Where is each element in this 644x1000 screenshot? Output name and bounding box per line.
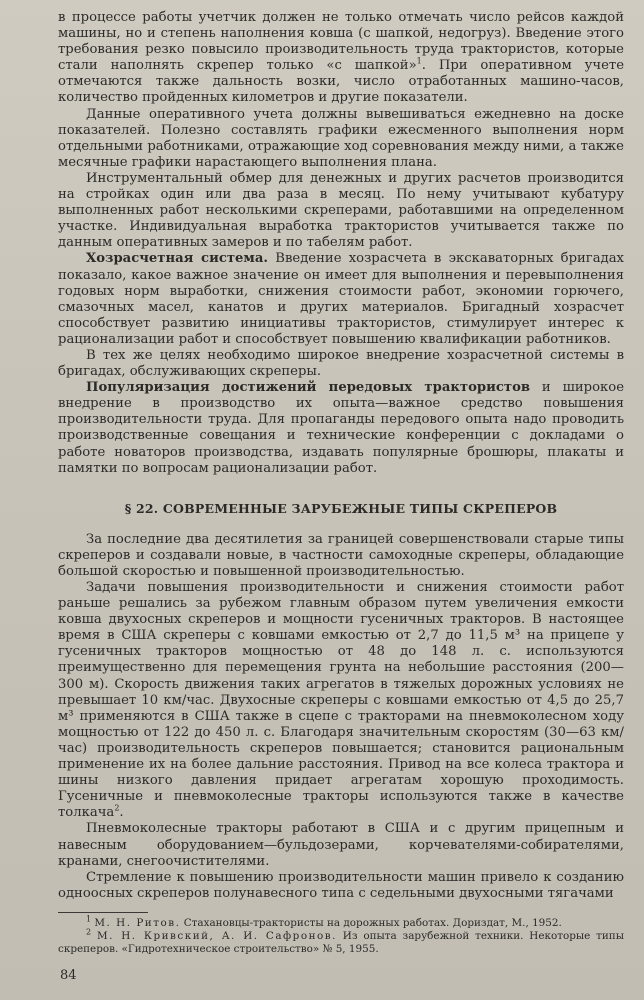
paragraph-text: . bbox=[119, 805, 124, 821]
footnote-mark: 2 bbox=[86, 927, 92, 937]
footnote bbox=[58, 914, 624, 930]
paragraph-text: Введение хозрасчета в экскаваторных бригадах показало, какое важное значение он имеет для выполнения и перевыполнения годовых норм выработки, снижения стоимости работ, экономии горючего, смазочных масел, канатов и других материалов. Бригадный хозрасчет способствует развитию инициативы трактористов, стимулирует интерес к рационализации работ и способствует повышению квалификации работников. bbox=[58, 251, 624, 347]
section-heading: § 22. СОВРЕМЕННЫЕ ЗАРУБЕЖНЫЕ ТИПЫ СКРЕПЕРОВ bbox=[124, 500, 558, 516]
paragraph bbox=[58, 251, 624, 348]
footnote-author: М. Н. Ритов. bbox=[94, 916, 181, 929]
paragraph-text: . При оперативном учете отмечаются также дальность возки, число отработанных машино-часов, количество пройденных километров и другие показатели. bbox=[58, 58, 624, 106]
footnote-ref: 2 bbox=[114, 803, 120, 813]
footnote-divider bbox=[58, 912, 148, 913]
footnote-text: Стахановцы-трактористы на дорожных работах. Дориздат, М., 1952. bbox=[180, 916, 562, 929]
footnote-mark: 1 bbox=[86, 914, 92, 924]
paragraph: Данные оперативного учета должны вывешиваться ежедневно на доске показателей. Полезно составлять графики ежесменного выполнения норм отдельными работниками, отражающие ход соревнования между ними, а также месячные графики нарастающего выполнения плана. bbox=[58, 106, 624, 170]
paragraph: Стремление к повышению производительности машин привело к созданию одноосных скреперов полунавесного типа с седельными двухосными тягачами bbox=[58, 869, 624, 901]
paragraph-text: в процессе работы учетчик должен не только отмечать число рейсов каждой машины, но и степень наполнения ковша (с шапкой, недогруз). Введение этого требования резко повысило производительность труда трактористов, которые стали наполнять скрепер только «с шапкой» bbox=[58, 10, 624, 74]
paragraph-text: и широкое внедрение в производство их опыта—важное средство повышения производительности труда. Для пропаганды передового опыта надо проводить производственные совещания и технические конференции с докладами о работе новаторов производства, издавать популярные брошюры, плакаты и памятки по вопросам рационализации работ. bbox=[58, 380, 625, 476]
paragraph bbox=[58, 10, 624, 107]
paragraph: За последние два десятилетия за границей совершенствовали старые типы скреперов и создавали новые, в частности самоходные скреперы, обладающие большой скоростью и повышенной производительностью. bbox=[58, 531, 624, 579]
paragraph: Инструментальный обмер для денежных и других расчетов производится на стройках один или два раза в месяц. По нему учитывают кубатуру выполненных работ несколькими скреперами, работавшими на определенном участке. Индивидуальная выработка трактористов учитывается также по данным оперативных замеров и по табелям работ. bbox=[58, 170, 624, 251]
footnote-text: Из опыта зарубежной техники. Некоторые типы скреперов. «Гидротехническое строительство» № 5, 1955. bbox=[58, 929, 624, 955]
footnote-ref: 1 bbox=[416, 56, 422, 66]
paragraph-text: Задачи повышения производительности и снижения стоимости работ раньше решались за рубежом главным образом путем увеличения емкости ковша двухосных скреперов и мощности гусеничных тракторов. В настоящее время в США скреперы с ковшами емкостью от 2,7 до 11,5 м³ на прицепе у гусеничных тракторов мощностью от 48 до 148 л. с. используются преимущественно для перемещения грунта на небольшие расстояния (200—300 м). Скорость движения таких агрегатов в тяжелых дорожных условиях не превышает 10 км/час. Двухосные скреперы с ковшами емкостью от 4,5 до 25,7 м³ применяются в США также в сцепе с тракторами на пневмоколесном ходу мощностью от 122 до 450 л. с. Благодаря значительным скоростям (30—63 км/час) производительность скреперов повышается; становится рациональным применение их на более дальние расстояния. Привод на все колеса трактора и шины низкого давления придает агрегатам хорошую проходимость. Гусеничные и пневмоколесные тракторы используются также в качестве толкача bbox=[58, 580, 624, 821]
paragraph-lead: Популяризация достижений передовых трактористов bbox=[86, 380, 531, 396]
paragraph: В тех же целях необходимо широкое внедрение хозрасчетной системы в бригадах, обслуживающих скреперы. bbox=[58, 347, 624, 380]
footnote-author: М. Н. Кривский, А. И. Сафронов. bbox=[96, 929, 337, 942]
footnote bbox=[58, 927, 624, 956]
paragraph: Пневмоколесные тракторы работают в США и с другим прицепным и навесным оборудованием—бульдозерами, корчевателями-собирателями, кранами, снегоочистителями. bbox=[58, 821, 624, 869]
paragraph bbox=[58, 580, 624, 821]
paragraph bbox=[58, 380, 624, 477]
paragraph-lead: Хозрасчетная система. bbox=[86, 251, 269, 267]
page-number: 84 bbox=[60, 968, 77, 983]
